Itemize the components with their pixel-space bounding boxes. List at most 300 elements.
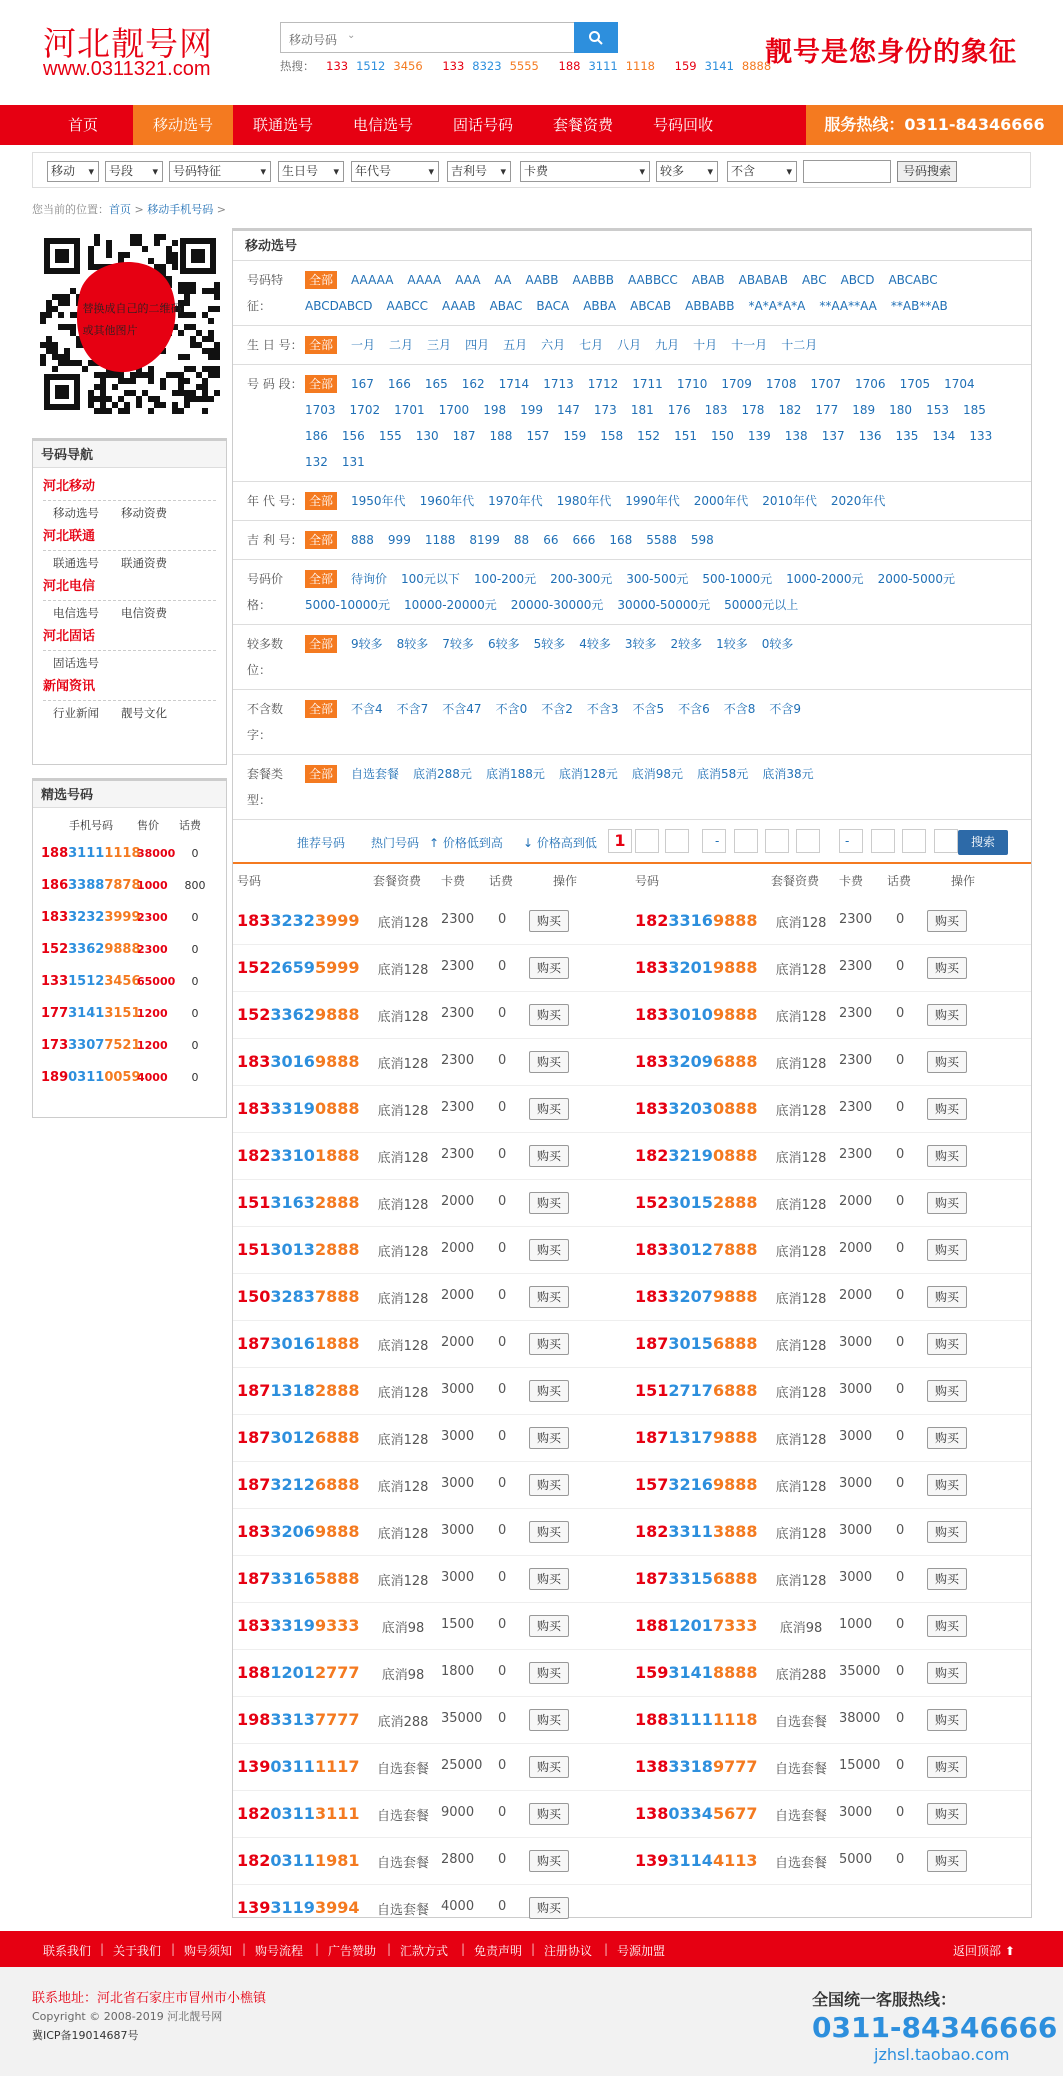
buy-button[interactable]: 购买 [529,1662,569,1684]
filter-option[interactable]: ABCAB [630,299,672,313]
filter-option[interactable]: 5588 [646,533,677,547]
phone-number[interactable]: 18330127888 [635,1240,758,1259]
filter-select[interactable]: 号码特征 ▾ [169,161,271,182]
filter-option[interactable]: 全部 [305,492,337,510]
filter-option[interactable]: 全部 [305,570,337,588]
filter-option[interactable]: 八月 [617,338,642,352]
phone-number[interactable]: 13931193994 [237,1898,360,1917]
digit-input[interactable] [902,829,926,853]
phone-number[interactable]: 15130132888 [237,1240,360,1259]
phone-number[interactable]: 18330169888 [237,1052,360,1071]
featured-number[interactable]: 17731413151 [41,1006,141,1021]
search-box[interactable] [280,22,618,53]
filter-option[interactable]: 9较多 [351,637,383,651]
filter-option[interactable]: 3较多 [624,637,657,651]
filter-option[interactable]: 999 [387,533,411,547]
filter-option[interactable]: 1711 [632,377,663,391]
phone-number[interactable]: 15032837888 [237,1287,360,1306]
breadcrumb-current[interactable]: 移动手机号码 [147,203,214,216]
filter-option[interactable]: 177 [815,403,839,417]
phone-number[interactable]: 18333190888 [237,1099,360,1118]
filter-option[interactable]: 七月 [579,338,604,352]
filter-option[interactable]: BACA [536,299,570,313]
filter-option[interactable]: 151 [674,429,697,443]
phone-number[interactable]: 18332069888 [237,1522,360,1541]
filter-option[interactable]: 136 [858,429,882,443]
filter-option[interactable]: 50000元以上 [724,598,799,612]
digit-search-button[interactable]: 搜索 [958,830,1008,855]
filter-option[interactable]: 166 [387,377,411,391]
filter-option[interactable]: 自选套餐 [351,767,400,781]
icp-number[interactable]: 冀ICP备19014687号 [32,2029,139,2042]
nav-link[interactable]: 移动选号 [53,506,99,520]
filter-option[interactable]: 200-300元 [550,572,613,586]
filter-option[interactable]: 8较多 [396,637,429,651]
filter-select[interactable]: 生日号 ▾ [278,161,344,182]
filter-option[interactable]: 全部 [305,271,337,289]
filter-option[interactable]: 130 [415,429,439,443]
filter-option[interactable]: 181 [630,403,654,417]
nav-item[interactable]: 移动选号 [133,105,233,145]
filter-option[interactable]: 150 [710,429,734,443]
nav-item[interactable]: 号码回收 [652,116,713,134]
featured-number[interactable]: 17333077521 [41,1038,141,1053]
filter-option[interactable]: 1703 [305,403,336,417]
buy-button[interactable]: 购买 [927,1192,967,1214]
filter-option[interactable]: AAAAA [351,273,394,287]
filter-option[interactable]: 1704 [944,377,975,391]
phone-number[interactable]: 18330109888 [635,1005,758,1024]
buy-button[interactable]: 购买 [927,1051,967,1073]
filter-option[interactable]: 199 [520,403,543,417]
filter-option[interactable]: 100元以下 [401,572,460,586]
search-type-select[interactable]: 移动号码 [289,33,338,47]
back-to-top[interactable]: 返回顶部 ⬆ [953,1944,1015,1958]
filter-option[interactable]: 133 [969,429,993,443]
nav-item[interactable]: 固话号码 [452,116,513,134]
filter-option[interactable]: AAAB [442,299,476,313]
filter-option[interactable]: 135 [895,429,919,443]
filter-option[interactable]: 2000-5000元 [877,572,955,586]
filter-option[interactable]: 不含0 [495,702,528,716]
nav-group-title[interactable]: 河北固话 [43,629,96,644]
filter-option[interactable]: 1188 [424,533,456,547]
digit-input[interactable] [934,829,958,853]
sort-price-desc[interactable]: ↓ 价格高到低 [523,836,597,850]
number-search-button[interactable]: 号码搜索 [897,161,957,182]
footer-link[interactable]: 广告赞助 [328,1944,377,1958]
nav-group-title[interactable]: 新闻资讯 [43,679,96,694]
featured-number[interactable]: 18831111118 [41,846,141,861]
phone-number[interactable]: 15131632888 [237,1193,360,1212]
hot-search-number[interactable]: 188 3111 1118 [558,59,656,73]
phone-number[interactable]: 18203113111 [237,1804,360,1823]
phone-number[interactable]: 18713179888 [635,1428,758,1447]
phone-number[interactable]: 18812012777 [237,1663,360,1682]
phone-number[interactable]: 18233101888 [237,1146,360,1165]
filter-option[interactable]: 1712 [587,377,619,391]
phone-number[interactable]: 18713182888 [237,1381,360,1400]
digit-input[interactable] [839,829,863,853]
filter-option[interactable]: 一月 [351,338,376,352]
buy-button[interactable]: 购买 [529,1192,569,1214]
phone-number[interactable]: 13833189777 [635,1757,758,1776]
filter-option[interactable]: 全部 [305,700,337,718]
phone-number[interactable]: 15931418888 [635,1663,758,1682]
sort-price-asc[interactable]: ↑ 价格低到高 [429,836,503,850]
filter-option[interactable]: 全部 [305,375,337,393]
nav-group-title[interactable]: 河北电信 [43,579,96,594]
digit-input[interactable] [665,829,689,853]
search-button[interactable] [574,22,618,53]
buy-button[interactable]: 购买 [529,1004,569,1026]
buy-button[interactable]: 购买 [927,1521,967,1543]
filter-option[interactable]: 5000-10000元 [305,598,391,612]
filter-option[interactable]: 不含9 [769,702,802,716]
phone-number[interactable]: 15127176888 [635,1381,758,1400]
filter-option[interactable]: 六月 [541,338,566,352]
filter-option[interactable]: 6较多 [487,637,520,651]
filter-option[interactable]: 十一月 [731,338,768,352]
buy-button[interactable]: 购买 [529,1145,569,1167]
phone-number[interactable]: 15732169888 [635,1475,758,1494]
phone-number[interactable]: 18812017333 [635,1616,758,1635]
filter-option[interactable]: 500-1000元 [702,572,773,586]
buy-button[interactable]: 购买 [529,1239,569,1261]
filter-option[interactable]: 4较多 [579,637,611,651]
phone-number[interactable]: 18332096888 [635,1052,758,1071]
filter-option[interactable]: 全部 [305,336,337,354]
nav-item[interactable]: 电信选号 [352,116,413,134]
filter-option[interactable]: 1700 [438,403,470,417]
phone-number[interactable]: 15230152888 [635,1193,758,1212]
buy-button[interactable]: 购买 [927,1427,967,1449]
buy-button[interactable]: 购买 [529,1380,569,1402]
filter-option[interactable]: 2较多 [670,637,703,651]
buy-button[interactable]: 购买 [529,1756,569,1778]
number-search-input[interactable] [803,160,891,183]
phone-number[interactable]: 18730161888 [237,1334,360,1353]
filter-option[interactable]: 134 [932,429,956,443]
filter-option[interactable]: 176 [667,403,691,417]
filter-option[interactable]: 九月 [655,338,680,352]
buy-button[interactable]: 购买 [529,1286,569,1308]
logo-title[interactable]: 河北靓号网 [43,24,213,63]
filter-option[interactable]: 20000-30000元 [510,598,604,612]
filter-option[interactable]: 全部 [305,765,337,783]
filter-option[interactable]: 1701 [394,403,425,417]
filter-option[interactable]: 159 [563,429,587,443]
filter-option[interactable]: 165 [424,377,448,391]
nav-link[interactable]: 行业新闻 [53,706,99,720]
filter-option[interactable]: 188 [489,429,513,443]
phone-number[interactable]: 19833137777 [237,1710,360,1729]
hot-search-number[interactable]: 133 1512 3456 [326,59,423,73]
filter-select[interactable]: 年代号 ▾ [351,161,439,182]
phone-number[interactable]: 13803345677 [635,1804,758,1823]
filter-option[interactable]: 十月 [693,338,718,352]
phone-number[interactable]: 18732126888 [237,1475,360,1494]
footer-link[interactable]: 汇款方式 [400,1944,449,1958]
filter-option[interactable]: ABAC [489,299,523,313]
filter-option[interactable]: AAA [455,273,481,287]
buy-button[interactable]: 购买 [927,1098,967,1120]
filter-option[interactable]: 1702 [349,403,381,417]
filter-option[interactable]: *A*A*A*A [748,299,806,313]
filter-option[interactable]: 155 [378,429,402,443]
filter-option[interactable]: 1950年代 [351,494,406,508]
digit-input[interactable] [734,829,758,853]
digit-input[interactable] [635,829,659,853]
featured-row[interactable] [33,838,226,870]
phone-number[interactable]: 18332030888 [635,1099,758,1118]
filter-option[interactable]: 1710 [676,377,708,391]
phone-number[interactable]: 13903111117 [237,1757,360,1776]
filter-option[interactable]: 底消128元 [558,767,618,781]
filter-option[interactable]: 底消98元 [631,767,684,781]
filter-option[interactable]: 10000-20000元 [404,598,497,612]
filter-option[interactable]: 全部 [305,635,337,653]
filter-option[interactable]: 1707 [810,377,842,391]
buy-button[interactable]: 购买 [529,910,569,932]
filter-option[interactable]: 153 [926,403,949,417]
filter-option[interactable]: 2010年代 [762,494,817,508]
nav-item[interactable]: 首页 [67,116,98,134]
buy-button[interactable]: 购买 [927,1850,967,1872]
filter-option[interactable]: 168 [609,533,633,547]
footer-link[interactable]: 购号流程 [255,1944,304,1958]
buy-button[interactable]: 购买 [529,1850,569,1872]
phone-number[interactable]: 18233169888 [635,911,758,930]
filter-option[interactable]: AAAA [407,273,442,287]
filter-option[interactable]: 1705 [899,377,931,391]
featured-row[interactable] [33,998,226,1030]
featured-row[interactable] [33,1030,226,1062]
buy-button[interactable]: 购买 [927,1145,967,1167]
filter-option[interactable]: 不含2 [541,702,573,716]
filter-option[interactable]: 157 [526,429,550,443]
buy-button[interactable]: 购买 [529,1897,569,1919]
buy-button[interactable]: 购买 [529,1568,569,1590]
filter-option[interactable]: 不含8 [723,702,756,716]
filter-option[interactable]: 187 [452,429,476,443]
filter-option[interactable]: 2020年代 [830,494,886,508]
phone-number[interactable]: 18733156888 [635,1569,758,1588]
footer-link[interactable]: 购号须知 [184,1944,233,1958]
buy-button[interactable]: 购买 [927,1662,967,1684]
buy-button[interactable]: 购买 [927,1803,967,1825]
hot-search-number[interactable]: 133 8323 5555 [442,59,539,73]
buy-button[interactable]: 购买 [529,1098,569,1120]
filter-option[interactable]: 888 [351,533,374,547]
filter-option[interactable]: 二月 [389,338,414,352]
phone-number[interactable]: 18332323999 [237,911,360,930]
filter-option[interactable]: 183 [704,403,728,417]
filter-option[interactable]: 不含7 [396,702,429,716]
featured-number[interactable]: 18903110059 [41,1070,141,1085]
featured-row[interactable] [33,902,226,934]
filter-option[interactable]: 1708 [765,377,797,391]
filter-option[interactable]: 30000-50000元 [617,598,711,612]
featured-number[interactable]: 18332323999 [41,910,141,925]
filter-option[interactable]: 180 [889,403,913,417]
sort-recommend[interactable]: 推荐号码 [297,836,346,850]
nav-link[interactable]: 移动资费 [121,506,167,520]
filter-option[interactable]: 198 [483,403,507,417]
nav-link[interactable]: 联通资费 [121,556,167,570]
digit-input[interactable] [796,829,820,853]
filter-option[interactable]: 178 [741,403,765,417]
filter-option[interactable]: 待询价 [351,572,388,586]
filter-option[interactable]: **AA**AA [819,299,877,313]
filter-option[interactable]: 147 [557,403,580,417]
filter-select[interactable]: 不含 ▾ [727,161,797,182]
phone-number[interactable]: 18730156888 [635,1334,758,1353]
filter-select[interactable]: 吉利号 ▾ [447,161,511,182]
filter-option[interactable]: 不含3 [586,702,619,716]
filter-option[interactable]: **AB**AB [890,299,948,313]
filter-option[interactable]: ABAB [691,273,725,287]
featured-number[interactable]: 13315123456 [41,974,141,989]
sort-hot[interactable]: 热门号码 [371,836,420,850]
buy-button[interactable]: 购买 [927,1239,967,1261]
filter-option[interactable]: 底消188元 [485,767,545,781]
filter-select[interactable]: 移动 ▾ [47,161,99,182]
digit-input[interactable] [702,829,726,853]
filter-option[interactable]: 1980年代 [556,494,612,508]
footer-link[interactable]: 关于我们 [113,1944,162,1958]
phone-number[interactable]: 18332079888 [635,1287,758,1306]
filter-option[interactable]: 185 [962,403,986,417]
buy-button[interactable]: 购买 [927,1615,967,1637]
filter-option[interactable]: 5较多 [533,637,566,651]
filter-option[interactable]: 139 [747,429,771,443]
filter-select[interactable]: 卡费 ▾ [520,161,650,182]
filter-option[interactable]: AABB [525,273,559,287]
featured-number[interactable]: 15233629888 [41,942,141,957]
phone-number[interactable]: 18333199333 [237,1616,360,1635]
filter-option[interactable]: 1709 [721,377,752,391]
buy-button[interactable]: 购买 [529,1333,569,1355]
filter-option[interactable]: 1960年代 [419,494,475,508]
footer-link[interactable]: 免责声明 [474,1944,523,1958]
buy-button[interactable]: 购买 [927,1380,967,1402]
nav-link[interactable]: 联通选号 [53,556,99,570]
phone-number[interactable]: 18232190888 [635,1146,758,1165]
filter-option[interactable]: 不含47 [442,702,482,716]
filter-option[interactable]: 138 [784,429,808,443]
filter-option[interactable]: 100-200元 [473,572,537,586]
buy-button[interactable]: 购买 [529,1615,569,1637]
nav-link[interactable]: 固话选号 [53,656,99,670]
filter-option[interactable]: 8199 [469,533,500,547]
filter-option[interactable]: 132 [305,455,328,469]
buy-button[interactable]: 购买 [927,957,967,979]
filter-option[interactable]: 7较多 [442,637,474,651]
filter-option[interactable]: 三月 [427,338,452,352]
phone-number[interactable]: 15226595999 [237,958,360,977]
featured-row[interactable] [33,870,226,902]
filter-option[interactable]: 2000年代 [693,494,749,508]
buy-button[interactable]: 购买 [927,1709,967,1731]
buy-button[interactable]: 购买 [529,1427,569,1449]
filter-option[interactable]: ABCDABCD [305,299,373,313]
filter-option[interactable]: 137 [821,429,845,443]
filter-option[interactable]: 不含6 [678,702,710,716]
nav-link[interactable]: 电信选号 [53,606,99,620]
filter-option[interactable]: 88 [513,533,530,547]
nav-link[interactable]: 靓号文化 [121,706,167,720]
buy-button[interactable]: 购买 [529,957,569,979]
footer-link[interactable]: 联系我们 [43,1944,92,1958]
filter-option[interactable]: 1713 [543,377,574,391]
buy-button[interactable]: 购买 [529,1709,569,1731]
filter-option[interactable]: 底消58元 [697,767,749,781]
buy-button[interactable]: 购买 [529,1051,569,1073]
filter-option[interactable]: 162 [461,377,485,391]
filter-option[interactable]: 1706 [855,377,886,391]
phone-number[interactable]: 18733165888 [237,1569,360,1588]
buy-button[interactable]: 购买 [529,1521,569,1543]
filter-option[interactable]: AABBB [572,273,614,287]
featured-row[interactable] [33,934,226,966]
filter-option[interactable]: 十二月 [781,338,818,352]
filter-option[interactable]: ABBABB [685,299,735,313]
hot-search-number[interactable]: 159 3141 8888 [674,59,772,73]
filter-option[interactable]: 四月 [465,338,490,352]
filter-option[interactable]: 131 [341,455,365,469]
phone-number[interactable]: 15233629888 [237,1005,360,1024]
filter-option[interactable]: 1970年代 [488,494,543,508]
logo-url[interactable]: www.0311321.com [43,58,211,80]
buy-button[interactable]: 购买 [927,1474,967,1496]
filter-option[interactable]: AABBCC [627,273,678,287]
buy-button[interactable]: 购买 [529,1474,569,1496]
nav-link[interactable]: 电信资费 [121,606,167,620]
filter-option[interactable]: 167 [351,377,374,391]
buy-button[interactable]: 购买 [927,1333,967,1355]
digit-input[interactable] [765,829,789,853]
featured-number[interactable]: 18633887878 [41,878,141,893]
filter-option[interactable]: ABBA [583,299,617,313]
buy-button[interactable]: 购买 [927,1756,967,1778]
filter-option[interactable]: 底消38元 [762,767,814,781]
featured-row[interactable] [33,966,226,998]
buy-button[interactable]: 购买 [927,1568,967,1590]
filter-option[interactable]: 173 [593,403,617,417]
phone-number[interactable]: 18233113888 [635,1522,758,1541]
nav-group-title[interactable]: 河北联通 [43,529,96,544]
nav-item[interactable]: 套餐资费 [552,116,613,134]
buy-button[interactable]: 购买 [927,1004,967,1026]
page-digit-1[interactable]: 1 [608,829,632,853]
breadcrumb-home[interactable]: 首页 [109,203,131,216]
phone-number[interactable]: 18730126888 [237,1428,360,1447]
phone-number[interactable]: 18332019888 [635,958,758,977]
featured-row[interactable] [33,1062,226,1094]
filter-option[interactable]: AA [494,273,512,287]
filter-option[interactable]: 不含5 [632,702,665,716]
digit-input[interactable] [871,829,895,853]
filter-option[interactable]: AABCC [386,299,429,313]
filter-option[interactable]: 66 [543,533,559,547]
buy-button[interactable]: 购买 [927,910,967,932]
filter-option[interactable]: 189 [852,403,876,417]
filter-option[interactable]: ABABAB [738,273,788,287]
buy-button[interactable]: 购买 [529,1803,569,1825]
filter-option[interactable]: 1000-2000元 [786,572,864,586]
filter-option[interactable]: 五月 [503,338,528,352]
